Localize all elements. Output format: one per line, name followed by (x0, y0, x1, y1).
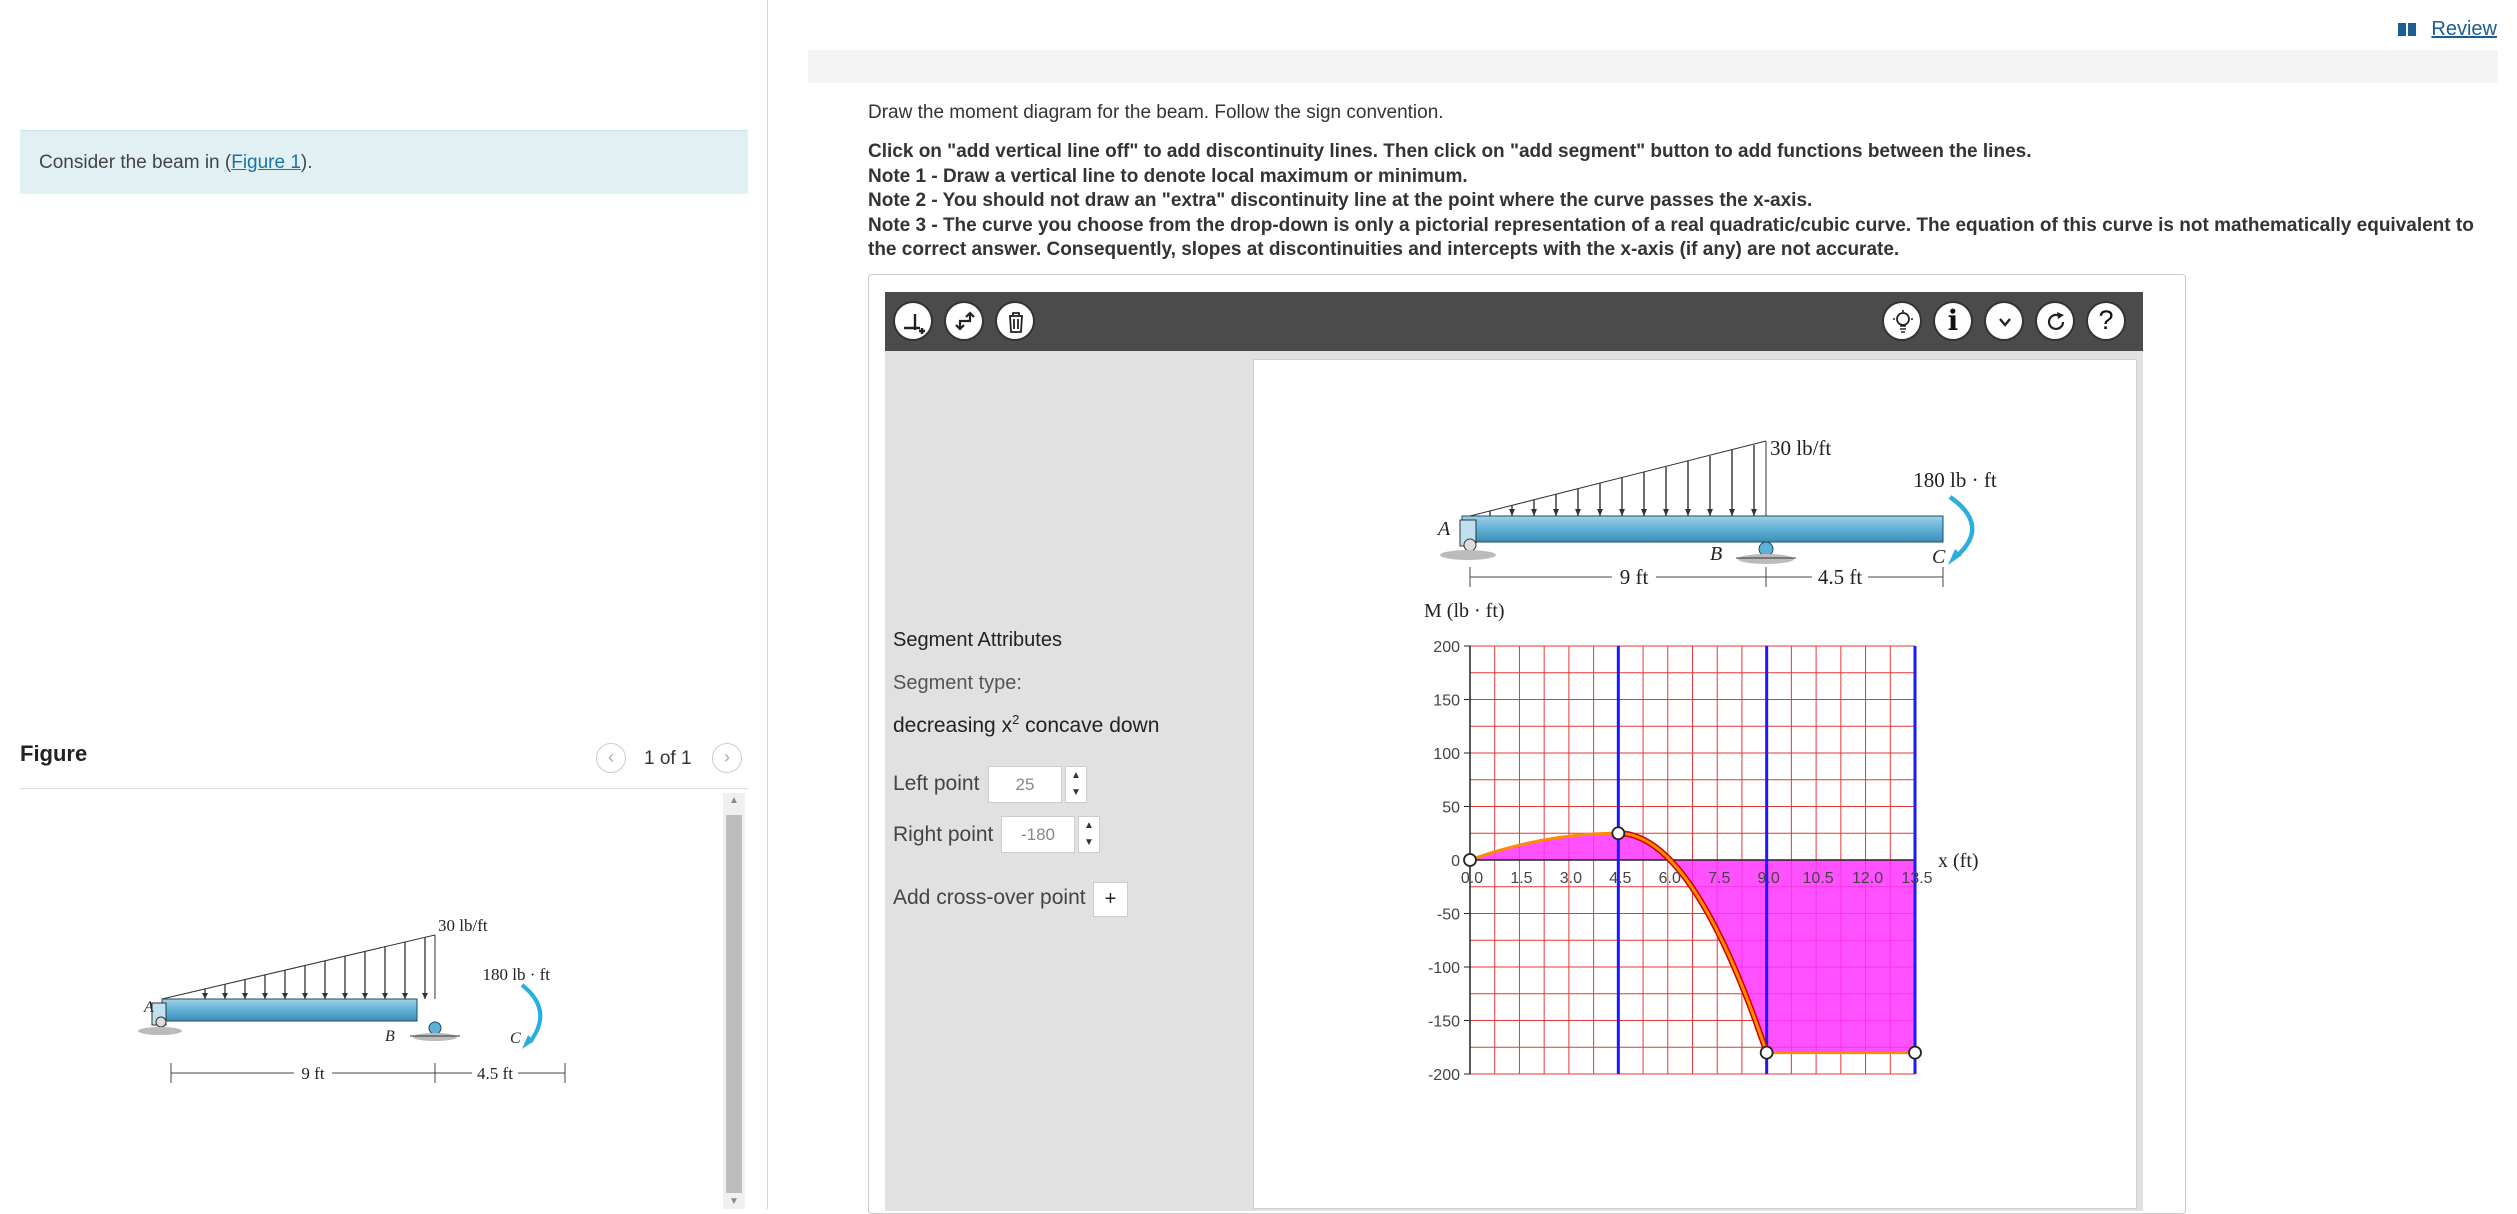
dim-2-small: 4.5 ft (477, 1064, 513, 1083)
point-a-small: A (144, 999, 154, 1016)
beam-body (162, 999, 417, 1021)
reset-button[interactable] (2035, 301, 2075, 341)
beam-figure-large (1430, 425, 2030, 600)
x-tick-label: 10.5 (1802, 870, 1834, 887)
left-point-input[interactable]: 25 (988, 766, 1062, 803)
point-c-large: C (1932, 546, 1946, 568)
segment-3-fill (1767, 860, 1915, 1053)
right-point-input[interactable]: -180 (1001, 816, 1075, 853)
prev-figure-button[interactable]: ‹ (596, 743, 626, 773)
figure-link[interactable]: Figure 1 (231, 152, 301, 173)
load-label-large: 30 lb/ft (1770, 436, 1832, 460)
add-cross-over-button[interactable]: + (1093, 882, 1128, 917)
info-button[interactable] (1933, 301, 1973, 341)
segment-type-suffix: concave down (1019, 714, 1160, 737)
add-vertical-line-button[interactable] (893, 301, 933, 341)
add-segment-button[interactable] (944, 301, 984, 341)
add-segment-icon (952, 309, 978, 335)
x-tick-label: 13.5 (1901, 870, 1933, 887)
y-tick-label: 0 (1451, 853, 1460, 870)
y-tick-label: -200 (1427, 1067, 1460, 1084)
next-figure-button[interactable]: › (712, 743, 742, 773)
delete-button[interactable] (995, 301, 1035, 341)
note-line: Note 3 - The curve you choose from the drop-down is only a pictorial representation of a real quadratic/cubic curve. The equation of this curve is not mathematically equivalent to the correct answer. Consequently, slopes at discontinuities and intercepts with the x-axis (if any) are not accurate. (868, 214, 2474, 260)
moment-label-large: 180 lb · ft (1913, 468, 1997, 492)
beam-figure-small (130, 905, 610, 1105)
info-icon: i (1947, 304, 1959, 337)
moment-label-small: 180 lb · ft (482, 965, 550, 984)
point-a-large: A (1438, 518, 1451, 540)
segment-endpoint (1761, 1047, 1773, 1059)
segment-type-sup: 2 (1012, 712, 1020, 727)
x-tick-label: 3.0 (1559, 870, 1583, 887)
left-point-stepper[interactable]: ▲ ▼ (1065, 766, 1087, 803)
scroll-up-icon[interactable]: ▲ (729, 795, 739, 806)
x-tick-label: 9.0 (1757, 870, 1780, 887)
y-tick-label: -150 (1427, 1013, 1460, 1031)
scroll-down-icon[interactable]: ▼ (729, 1196, 739, 1207)
delete-icon (1003, 309, 1029, 335)
segment-type-label: Segment type: (893, 672, 1022, 694)
intro-end: ). (300, 152, 313, 173)
x-tick-label: 4.5 (1609, 870, 1632, 887)
segment-type-prefix: decreasing x (893, 714, 1013, 737)
cross-over-label: Add cross-over point (893, 886, 1086, 909)
help-button[interactable] (2086, 301, 2126, 341)
note-line: Note 1 - Draw a vertical line to denote local maximum or minimum. (868, 165, 1468, 187)
note-line: Click on "add vertical line off" to add discontinuity lines. Then click on "add segment" button to add functions between the lines. (868, 141, 2032, 162)
right-point-label: Right point (893, 823, 994, 846)
scrollbar-thumb[interactable] (726, 815, 742, 1193)
y-tick-label: 50 (1442, 799, 1460, 817)
figure-heading: Figure (20, 741, 88, 766)
figure-count: 1 of 1 (644, 748, 692, 769)
y-tick-label: 200 (1433, 639, 1460, 656)
review-link[interactable]: Review (2431, 18, 2497, 40)
intro-box (20, 130, 748, 194)
figure-scrollbar[interactable] (723, 793, 745, 1209)
point-c-small: C (510, 1030, 521, 1047)
segment-attributes-title: Segment Attributes (893, 629, 1062, 651)
dim-1-small: 9 ft (301, 1064, 325, 1083)
figure-divider (20, 788, 748, 789)
x-tick-label: 1.5 (1510, 870, 1533, 887)
dim-1-large: 9 ft (1619, 565, 1649, 589)
left-point-label: Left point (893, 772, 980, 795)
y-tick-label: 100 (1433, 746, 1460, 763)
y-tick-label: 150 (1433, 692, 1460, 710)
hint-icon (1890, 309, 1916, 335)
y-axis-label: M (lb · ft) (1424, 600, 1505, 622)
x-axis-label: x (ft) (1938, 850, 1979, 872)
note-line: Note 2 - You should not draw an "extra" discontinuity line at the point where the curve passes the x-axis. (868, 190, 1813, 211)
dim-2-large: 4.5 ft (1817, 565, 1863, 589)
book-icon (2398, 23, 2416, 36)
hint-button[interactable] (1882, 301, 1922, 341)
segment-endpoint (1909, 1047, 1921, 1059)
segment-endpoint (1464, 854, 1476, 866)
point-b-large: B (1710, 543, 1723, 565)
segment-endpoint (1612, 827, 1624, 839)
left-pane (0, 0, 768, 1209)
intro-text: Consider the beam in ( (39, 152, 232, 173)
moment-chart[interactable] (1410, 590, 2020, 1090)
dropdown-button[interactable] (1984, 301, 2024, 341)
x-tick-label: 0.0 (1460, 870, 1484, 887)
add-vertical-line-icon (901, 309, 927, 335)
load-label-small: 30 lb/ft (438, 916, 488, 935)
right-point-stepper[interactable]: ▲ ▼ (1078, 816, 1100, 853)
reset-icon (2043, 309, 2069, 335)
top-strip (808, 50, 2498, 83)
beam-body-large (1462, 516, 1943, 542)
y-tick-label: -100 (1427, 960, 1460, 977)
x-tick-label: 7.5 (1708, 870, 1731, 887)
segment-type-value[interactable] (893, 712, 1159, 738)
dropdown-icon (1992, 309, 2018, 335)
notes-block (868, 140, 2503, 263)
x-tick-label: 6.0 (1658, 870, 1681, 887)
point-b-small: B (385, 1028, 395, 1045)
toolbar (885, 292, 2143, 351)
y-tick-label: -50 (1436, 906, 1460, 924)
x-tick-label: 12.0 (1851, 870, 1884, 887)
instruction-text: Draw the moment diagram for the beam. Follow the sign convention. (868, 102, 1444, 123)
help-icon: ? (2098, 305, 2114, 335)
